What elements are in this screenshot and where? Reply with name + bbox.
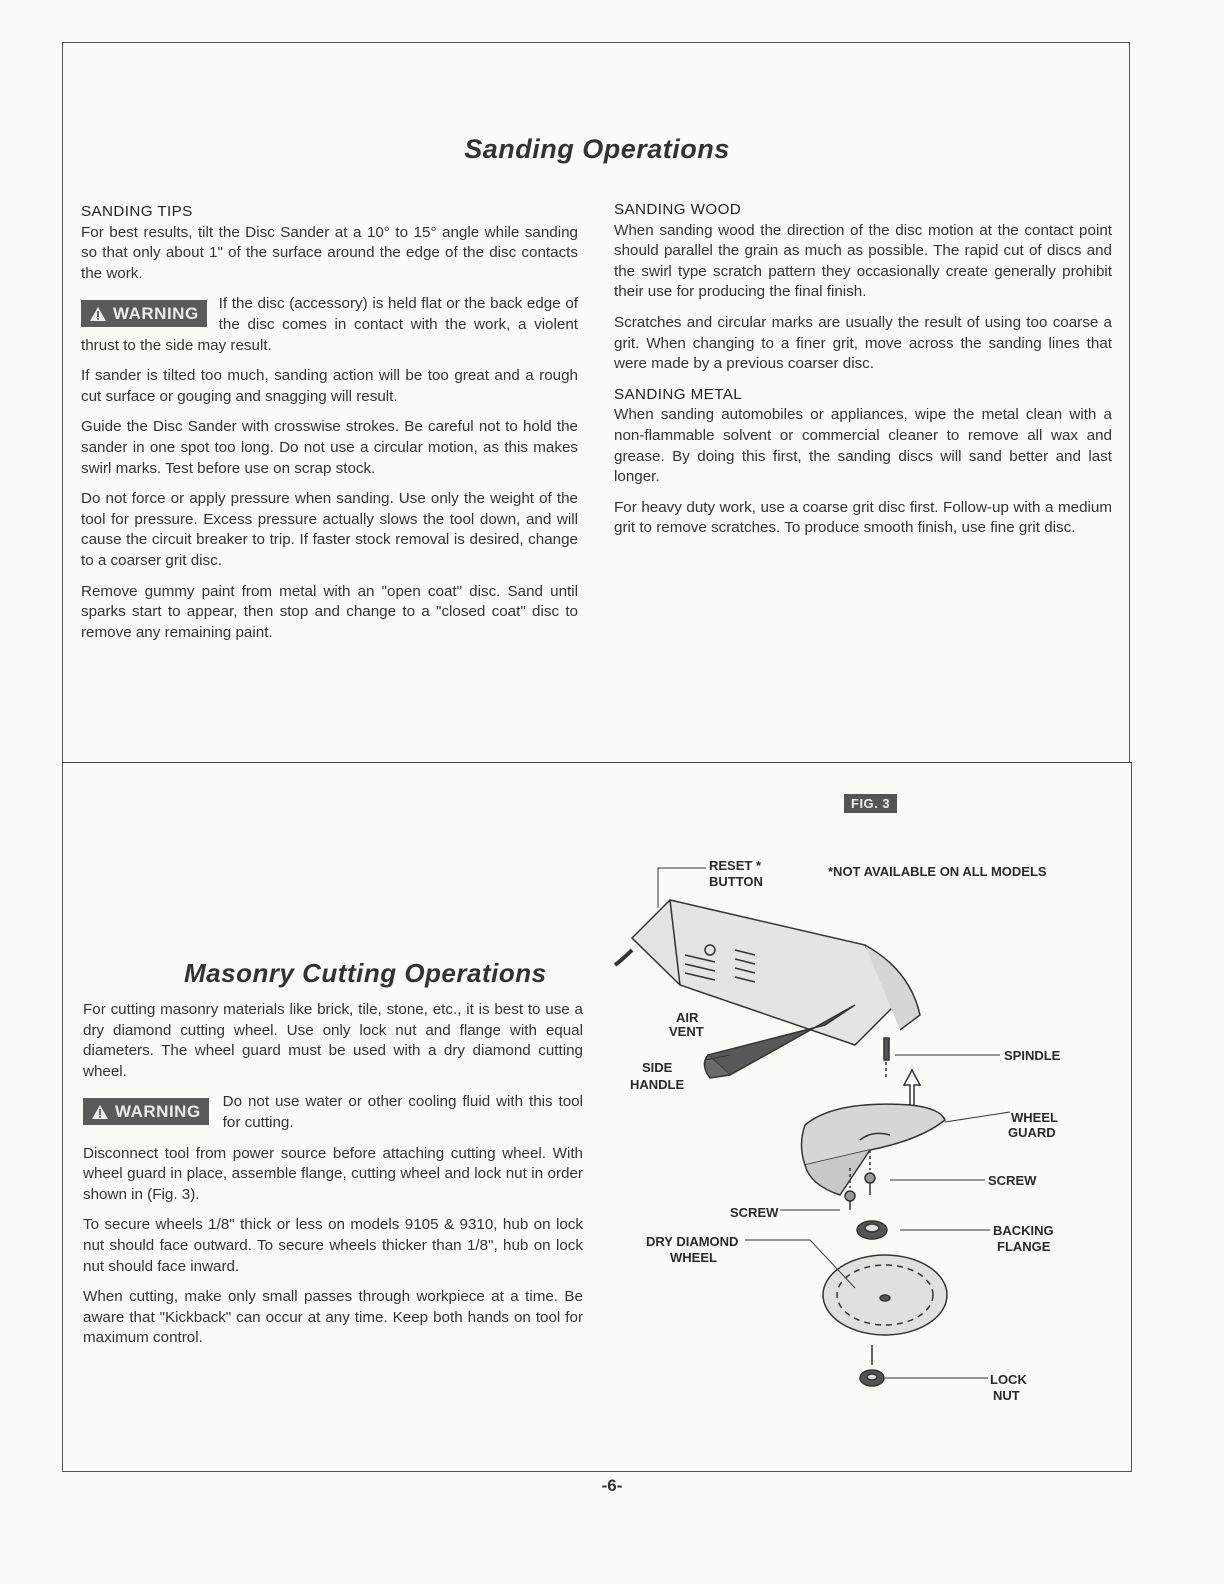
label-air-vent: AIR	[676, 1010, 699, 1025]
tips-paragraph-1: For best results, tilt the Disc Sander at a 10° to 15° angle while sanding so that only about 1" of the surface around the edge of the disc contacts the work.	[81, 223, 578, 282]
masonry-title: Masonry Cutting Operations	[184, 958, 547, 988]
label-screw-left: SCREW	[730, 1205, 779, 1220]
label-lock-nut: LOCK	[990, 1372, 1027, 1387]
tips-paragraph-5: Remove gummy paint from metal with an "open coat" disc. Sand until sparks start to appear, then stop and change to a "closed coat" disc to remove any remaining paint.	[81, 582, 578, 641]
wood-paragraph-2: Scratches and circular marks are usually the result of using too coarse a grit. When changing to a finer grit, move across the sanding lines that were made by a previous coarser disc.	[614, 313, 1112, 373]
warning-triangle-icon	[91, 1104, 109, 1120]
sanding-left-column	[81, 202, 578, 653]
sanding-tips-heading: SANDING TIPS	[81, 203, 193, 220]
tips-paragraph-4: Do not force or apply pressure when sanding. Use only the weight of the tool for pressure. Excess pressure actually slows the tool down, and will cause the circuit breaker to trip. If faster stock removal is desired, change to a coarser grit disc.	[81, 490, 578, 569]
label-not-available-note: *NOT AVAILABLE ON ALL MODELS	[828, 864, 1047, 879]
label-reset-button-line2: BUTTON	[709, 874, 763, 889]
label-wheel-guard: WHEEL	[1011, 1110, 1058, 1125]
masonry-paragraph-1: For cutting masonry materials like brick, tile, stone, etc., it is best to use a dry diamond cutting wheel. Use only lock nut and flange with equal diameters. The wheel guard must be used with a dry diamond cutting wheel.	[83, 1001, 583, 1080]
sanding-wood-heading: SANDING WOOD	[614, 201, 742, 218]
metal-paragraph-2: For heavy duty work, use a coarse grit disc first. Follow-up with a medium grit to remove scratches. To produce smooth finish, use fine grit disc.	[614, 498, 1112, 537]
warning-badge	[83, 1098, 209, 1125]
page-number: -6-	[601, 1476, 623, 1495]
sanding-right-column	[614, 200, 1112, 549]
label-reset-button: RESET *	[709, 858, 762, 873]
sanding-title: Sanding Operations	[464, 134, 730, 164]
label-side-handle: SIDE	[642, 1060, 673, 1075]
warning-label: WARNING	[115, 1102, 201, 1122]
label-backing-flange: BACKING	[993, 1223, 1054, 1238]
label-lock-nut-line2: NUT	[993, 1388, 1020, 1403]
label-air-vent-line2: VENT	[669, 1024, 704, 1039]
masonry-column	[83, 1000, 583, 1359]
warning-badge	[81, 300, 207, 327]
warning-text: Do not use water or other cooling fluid with this tool for cutting.	[222, 1093, 583, 1131]
grinder-illustration	[615, 900, 947, 1386]
metal-paragraph-1: When sanding automobiles or appliances, wipe the metal clean with a non-flammable solvent or commercial cleaner to remove all wax and grease. By doing this first, the sanding discs will sand better and last longer.	[614, 406, 1112, 486]
label-side-handle-line2: HANDLE	[630, 1077, 685, 1092]
wood-paragraph-1: When sanding wood the direction of the disc motion at the contact point should parallel the grain as much as possible. The rapid cut of discs and the swirl type scratch pattern they occasionally create generally prohibit their use for producing the final finish.	[614, 221, 1112, 301]
warning-triangle-icon	[89, 306, 107, 322]
label-wheel-guard-line2: GUARD	[1008, 1125, 1056, 1140]
masonry-paragraph-4: When cutting, make only small passes through workpiece at a time. Be aware that "Kickback" can occur at any time. Keep both hands on tool for maximum control.	[83, 1288, 583, 1347]
label-spindle: SPINDLE	[1004, 1048, 1061, 1063]
warning-label: WARNING	[113, 304, 199, 324]
sanding-warning	[81, 294, 578, 366]
label-dry-diamond-wheel-line2: WHEEL	[670, 1250, 717, 1265]
label-backing-flange-line2: FLANGE	[997, 1239, 1051, 1254]
figure-label: FIG. 3	[844, 794, 897, 813]
tips-paragraph-2: If sander is tilted too much, sanding action will be too great and a rough cut surface or gouging and snagging will result.	[81, 367, 578, 405]
tips-paragraph-3: Guide the Disc Sander with crosswise strokes. Be careful not to hold the sander in one spot too long. Do not use a circular motion, as this makes swirl marks. Test before use on scrap stock.	[81, 418, 578, 477]
masonry-paragraph-3: To secure wheels 1/8" thick or less on models 9105 & 9310, hub on lock nut should face outward. To secure wheels thicker than 1/8", hub on lock nut should face inward.	[83, 1216, 583, 1275]
sanding-metal-heading: SANDING METAL	[614, 385, 743, 403]
masonry-paragraph-2: Disconnect tool from power source before attaching cutting wheel. With wheel guard in place, assemble flange, cutting wheel and lock nut in order shown in (Fig. 3).	[83, 1144, 583, 1203]
masonry-warning	[83, 1092, 583, 1143]
label-screw-right: SCREW	[988, 1173, 1037, 1188]
section-divider	[62, 762, 1132, 763]
fig3-diagram	[610, 850, 1110, 1420]
warning-text: If the disc (accessory) is held flat or the back edge of the disc comes in contact with the work, a violent thrust to the side may result.	[81, 295, 578, 354]
label-dry-diamond-wheel: DRY DIAMOND	[646, 1234, 739, 1249]
